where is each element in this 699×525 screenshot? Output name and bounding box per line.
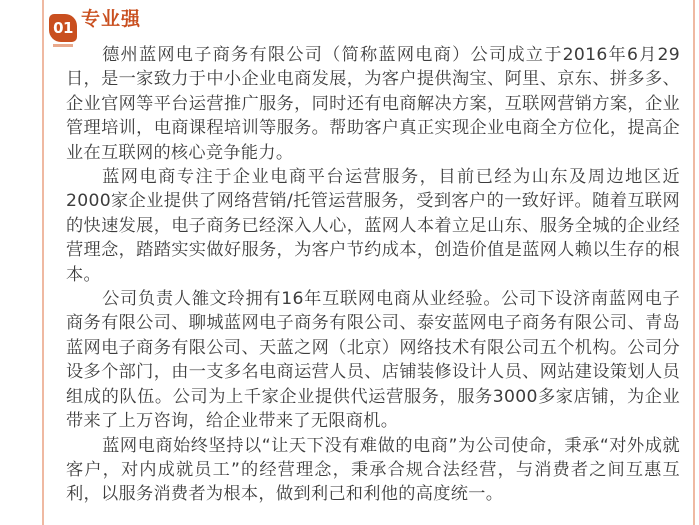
- section-title: 专业强: [81, 8, 142, 30]
- paragraph-leadership: 公司负责人雒文玲拥有16年互联网电商从业经验。公司下设济南蓝网电子商务有限公司、聊城蓝网电子商务有限公司、泰安蓝网电子商务有限公司、青岛蓝网电子商务有限公司、天蓝之网（北京）网络技术有限公司五个机构。公司分设多个部门，由一支多名电商运营人员、店铺装修设计人员、网站建设策划人员组成的队伍。公司为上千家企业提供代运营服务，服务3000多家店铺，为企业带来了上万咨询，给企业带来了无限商机。: [66, 289, 680, 432]
- article-body: [66, 43, 680, 507]
- section-heading: [49, 8, 141, 44]
- paragraph-services: 蓝网电商专注于企业电商平台运营服务，目前已经为山东及周边地区近2000家企业提供了网络营销/托管运营服务，受到客户的一致好评。随着互联网的快速发展，电子商务已经深入人心，蓝网人本着立足山东、服务全城的企业经营理念，踏踏实实做好服务，为客户节约成本，创造价值是蓝网人赖以生存的根本。: [66, 167, 680, 285]
- paragraph-mission: 蓝网电商始终坚持以“让天下没有难做的电商”为公司使命，秉承“对外成就客户，对内成就员工”的经营理念，秉承合规合法经营，与消费者之间互惠互利，以服务消费者为根本，做到利己和利他的高度统一。: [66, 435, 680, 505]
- paragraph-company-intro: 德州蓝网电子商务有限公司（简称蓝网电商）公司成立于2016年6月29日，是一家致力于中小企业电商发展，为客户提供淘宝、阿里、京东、拼多多、企业官网等平台运营推广服务，同时还有电商解决方案，互联网营销方案，企业管理培训，电商课程培训等服务。帮助客户真正实现企业电商全方位化，提高企业在互联网的核心竞争能力。: [66, 45, 680, 163]
- section-number-badge: 01: [49, 14, 77, 42]
